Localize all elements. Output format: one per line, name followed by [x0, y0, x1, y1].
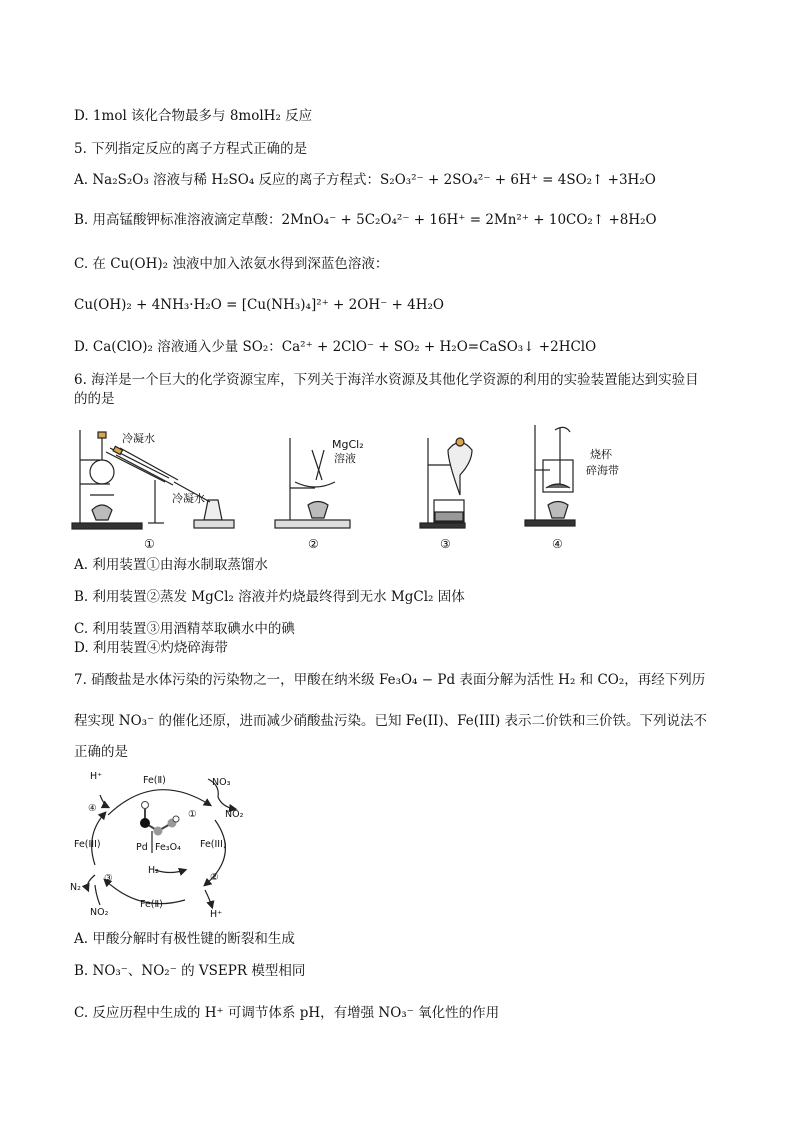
q7-stem-line2: 程实现 NO₃⁻ 的催化还原，进而减少硝酸盐污染。已知 Fe(II)、Fe(III) 表示二价铁和三价铁。下列说法不 — [74, 713, 708, 729]
q6-option-b: B. 利用装置②蒸发 MgCl₂ 溶液并灼烧最终得到无水 MgCl₂ 固体 — [74, 589, 465, 605]
cycle-no2-right: NO₂ — [225, 809, 244, 820]
cycle-fe3-right: Fe(III) — [200, 839, 227, 850]
label-app-2: ② — [308, 537, 319, 551]
cycle-pd: Pd — [136, 842, 148, 853]
label-app-1: ① — [144, 537, 155, 551]
label-app-3: ③ — [440, 537, 451, 551]
q7-stem-line1: 7. 硝酸盐是水体污染的污染物之一，甲酸在纳米级 Fe₃O₄ − Pd 表面分解为活性 H₂ 和 CO₂，再经下列历 — [74, 672, 706, 688]
q5-option-d: D. Ca(ClO)₂ 溶液通入少量 SO₂：Ca²⁺ + 2ClO⁻ + SO₂ + H₂O=CaSO₃↓ +2HClO — [74, 339, 597, 355]
q6-option-c: C. 利用装置③用酒精萃取碘水中的碘 — [74, 621, 295, 637]
cycle-h2: H₂ — [148, 865, 159, 876]
q6-option-d: D. 利用装置④灼烧碎海带 — [74, 640, 228, 656]
q6-option-a: A. 利用装置①由海水制取蒸馏水 — [74, 557, 268, 573]
q4-option-d: D. 1mol 该化合物最多与 8molH₂ 反应 — [74, 108, 313, 124]
cycle-fe3-left: Fe(III) — [74, 839, 101, 850]
q5-option-b: B. 用高锰酸钾标准溶液滴定草酸：2MnO₄⁻ + 5C₂O₄²⁻ + 16H⁺ = 2Mn²⁺ + 10CO₂↑ +8H₂O — [74, 212, 657, 228]
q6-stem-line2: 的的是 — [74, 391, 115, 407]
q7-cycle-diagram — [60, 765, 280, 920]
label-condense-water-2: 冷凝水 — [172, 492, 205, 505]
cycle-step-2: ② — [210, 872, 219, 883]
formic-acid-molecule — [140, 802, 179, 836]
q5-option-c: C. 在 Cu(OH)₂ 浊液中加入浓氨水得到深蓝色溶液： — [74, 256, 389, 272]
cycle-h-plus-top: H⁺ — [90, 771, 103, 782]
cycle-step-3: ③ — [104, 873, 113, 884]
cycle-fe2-bottom: Fe(Ⅱ) — [140, 899, 163, 910]
q6-stem-line1: 6. 海洋是一个巨大的化学资源宝库，下列关于海洋水资源及其他化学资源的利用的实验装置能达到实验目 — [74, 372, 699, 388]
q5-stem: 5. 下列指定反应的离子方程式正确的是 — [74, 141, 308, 157]
cycle-fe3o4: Fe₃O₄ — [155, 842, 181, 853]
label-app-4: ④ — [552, 537, 563, 551]
q5-option-c-equation: Cu(OH)₂ + 4NH₃·H₂O = [Cu(NH₃)₄]²⁺ + 2OH⁻ + 4H₂O — [74, 297, 444, 313]
q7-option-c: C. 反应历程中生成的 H⁺ 可调节体系 pH，有增强 NO₃⁻ 氧化性的作用 — [74, 1005, 500, 1021]
cycle-no3: NO₃ — [212, 777, 231, 788]
apparatus-3-funnel — [420, 438, 472, 528]
q5-option-a: A. Na₂S₂O₃ 溶液与稀 H₂SO₄ 反应的离子方程式：S₂O₃²⁻ + 2SO₄²⁻ + 6H⁺ = 4SO₂↑ +3H₂O — [74, 172, 656, 188]
apparatus-4-burning — [525, 425, 575, 526]
cycle-step-1: ① — [188, 809, 197, 820]
label-mgcl2: MgCl₂ — [332, 438, 364, 451]
cycle-h-plus-bottom: H⁺ — [210, 909, 223, 920]
cycle-n2: N₂ — [70, 882, 81, 893]
label-condense-water-1: 冷凝水 — [122, 432, 155, 445]
label-solution: 溶液 — [334, 452, 356, 465]
q7-stem-line3: 正确的是 — [74, 744, 128, 760]
cycle-fe2-top: Fe(Ⅱ) — [143, 775, 166, 786]
label-seaweed: 碎海带 — [586, 464, 619, 477]
q6-apparatus-figure — [70, 420, 630, 555]
q7-option-a: A. 甲酸分解时有极性键的断裂和生成 — [74, 931, 295, 947]
q7-option-b: B. NO₃⁻、NO₂⁻ 的 VSEPR 模型相同 — [74, 963, 306, 979]
cycle-no2-bottom: NO₂ — [90, 907, 109, 918]
cycle-step-4: ④ — [88, 803, 97, 814]
label-beaker: 烧杯 — [590, 448, 612, 461]
